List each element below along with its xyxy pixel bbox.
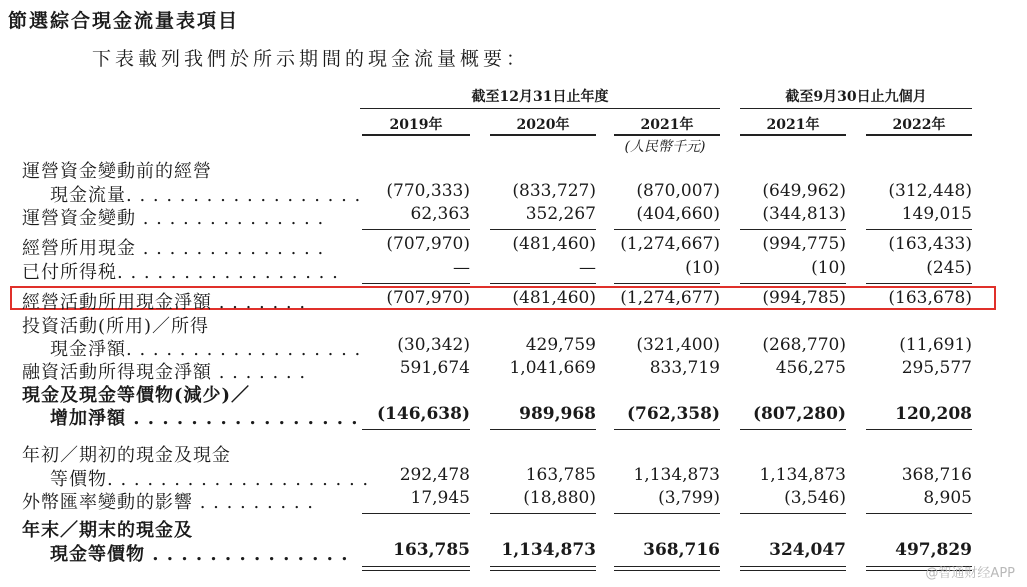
cell: (10)	[685, 258, 720, 278]
subtotal-rule	[614, 283, 720, 284]
cell: 163,785	[393, 540, 470, 560]
cell: (994,785)	[762, 288, 846, 308]
year-header-2021-9m: 2021年	[740, 114, 846, 136]
cell: (770,333)	[386, 181, 470, 201]
row-label-fx-effect: 外幣匯率變動的影響 . . . . . . . . .	[22, 492, 314, 513]
row-label-net-change: 現金及現金等價物(減少)／	[22, 385, 251, 406]
row-label-net-cash-ops: 經營活動所用現金淨額 . . . . . . .	[22, 292, 307, 313]
row-label-cash-used-ops: 經營所用現金 . . . . . . . . . . . . . .	[22, 238, 325, 259]
cell: (807,280)	[753, 404, 846, 424]
row-label-net-change-2: 增加淨額 . . . . . . . . . . . . . . . .	[50, 408, 359, 429]
cell: (321,400)	[636, 335, 720, 355]
cell: (481,460)	[512, 234, 596, 254]
subtotal-rule	[614, 513, 720, 514]
total-double-rule	[614, 566, 720, 571]
cell: 1,134,873	[633, 465, 720, 485]
cell: —	[453, 258, 470, 278]
cell: 497,829	[895, 540, 972, 560]
cell: (10)	[811, 258, 846, 278]
row-label-ops-cf-before-wc: 運營資金變動前的經營	[22, 161, 212, 182]
cell: 324,047	[769, 540, 846, 560]
subtotal-rule	[490, 429, 596, 430]
subtotal-rule	[490, 513, 596, 514]
cell: 1,041,669	[509, 358, 596, 378]
cell: 429,759	[525, 335, 596, 355]
cell: (762,358)	[627, 404, 720, 424]
header-group-nine-months: 截至9月30日止九個月	[740, 86, 972, 109]
section-title: 節選綜合現金流量表項目	[8, 10, 240, 32]
header-group-annual: 截至12月31日止年度	[360, 86, 720, 109]
cell: (245)	[926, 258, 972, 278]
cell: (707,970)	[386, 234, 470, 254]
subtotal-rule	[866, 283, 972, 284]
year-header-2019: 2019年	[362, 114, 470, 136]
cell: 1,134,873	[759, 465, 846, 485]
year-header-2022-9m: 2022年	[866, 114, 972, 136]
row-label-wc-change: 運營資金變動 . . . . . . . . . . . . . .	[22, 208, 325, 229]
row-label-income-tax-paid: 已付所得税. . . . . . . . . . . . . . . . .	[22, 262, 339, 283]
subtotal-rule	[490, 229, 596, 230]
subtotal-rule	[740, 229, 846, 230]
cell: (146,638)	[377, 404, 470, 424]
cell: 8,905	[923, 488, 972, 508]
cell: 368,716	[901, 465, 972, 485]
cell: 833,719	[649, 358, 720, 378]
cell: 149,015	[901, 204, 972, 224]
unit-label: (人民幣千元)	[624, 139, 706, 155]
cell: (3,546)	[784, 488, 846, 508]
cell: (18,880)	[523, 488, 596, 508]
subtotal-rule	[866, 429, 972, 430]
cell: 62,363	[410, 204, 470, 224]
subtotal-rule	[740, 283, 846, 284]
year-header-2021: 2021年	[614, 114, 720, 136]
intro-text: 下表載列我們於所示期間的現金流量概要：	[92, 48, 530, 70]
cell: 1,134,873	[501, 540, 596, 560]
cell: (707,970)	[386, 288, 470, 308]
cell: 352,267	[525, 204, 596, 224]
row-label-closing-cash-2: 現金等價物 . . . . . . . . . . . . . .	[50, 544, 349, 565]
cell: (312,448)	[888, 181, 972, 201]
cell: (404,660)	[636, 204, 720, 224]
cell: —	[579, 258, 596, 278]
subtotal-rule	[362, 429, 470, 430]
cell: (649,962)	[762, 181, 846, 201]
subtotal-rule	[866, 229, 972, 230]
total-double-rule	[490, 566, 596, 571]
cell: 163,785	[525, 465, 596, 485]
subtotal-rule	[740, 429, 846, 430]
subtotal-rule	[362, 283, 470, 284]
cell: 292,478	[399, 465, 470, 485]
row-label-opening-cash-2: 等價物. . . . . . . . . . . . . . . . . . . .	[50, 469, 370, 490]
subtotal-rule	[490, 283, 596, 284]
cell: 368,716	[643, 540, 720, 560]
cell: 120,208	[895, 404, 972, 424]
row-label-ops-cf-before-wc-2: 現金流量. . . . . . . . . . . . . . . . . .	[50, 185, 362, 206]
year-header-2020: 2020年	[490, 114, 596, 136]
cell: (163,678)	[888, 288, 972, 308]
total-double-rule	[362, 566, 470, 571]
subtotal-rule	[866, 513, 972, 514]
cell: 456,275	[775, 358, 846, 378]
row-label-closing-cash: 年末／期末的現金及	[22, 520, 193, 541]
cell: (1,274,677)	[620, 288, 720, 308]
cell: (344,813)	[762, 204, 846, 224]
cell: (481,460)	[512, 288, 596, 308]
row-label-opening-cash: 年初／期初的現金及現金	[22, 445, 231, 466]
row-label-financing: 融資活動所得現金淨額 . . . . . . .	[22, 362, 307, 383]
cell: (163,433)	[888, 234, 972, 254]
cell: 989,968	[519, 404, 596, 424]
total-double-rule	[740, 566, 846, 571]
cell: (833,727)	[512, 181, 596, 201]
cell: 295,577	[901, 358, 972, 378]
cell: (11,691)	[899, 335, 972, 355]
watermark: @智通财经APP	[925, 566, 1015, 581]
cell: (268,770)	[762, 335, 846, 355]
row-label-investing: 投資活動(所用)／所得	[22, 316, 210, 337]
subtotal-rule	[740, 513, 846, 514]
subtotal-rule	[614, 429, 720, 430]
cell: (3,799)	[658, 488, 720, 508]
cell: 591,674	[399, 358, 470, 378]
cell: (1,274,667)	[620, 234, 720, 254]
subtotal-rule	[362, 229, 470, 230]
subtotal-rule	[614, 229, 720, 230]
row-label-investing-2: 現金淨額. . . . . . . . . . . . . . . . . .	[50, 339, 362, 360]
cell: (870,007)	[636, 181, 720, 201]
subtotal-rule	[362, 513, 470, 514]
cell: (30,342)	[397, 335, 470, 355]
cell: (994,775)	[762, 234, 846, 254]
cell: 17,945	[410, 488, 470, 508]
